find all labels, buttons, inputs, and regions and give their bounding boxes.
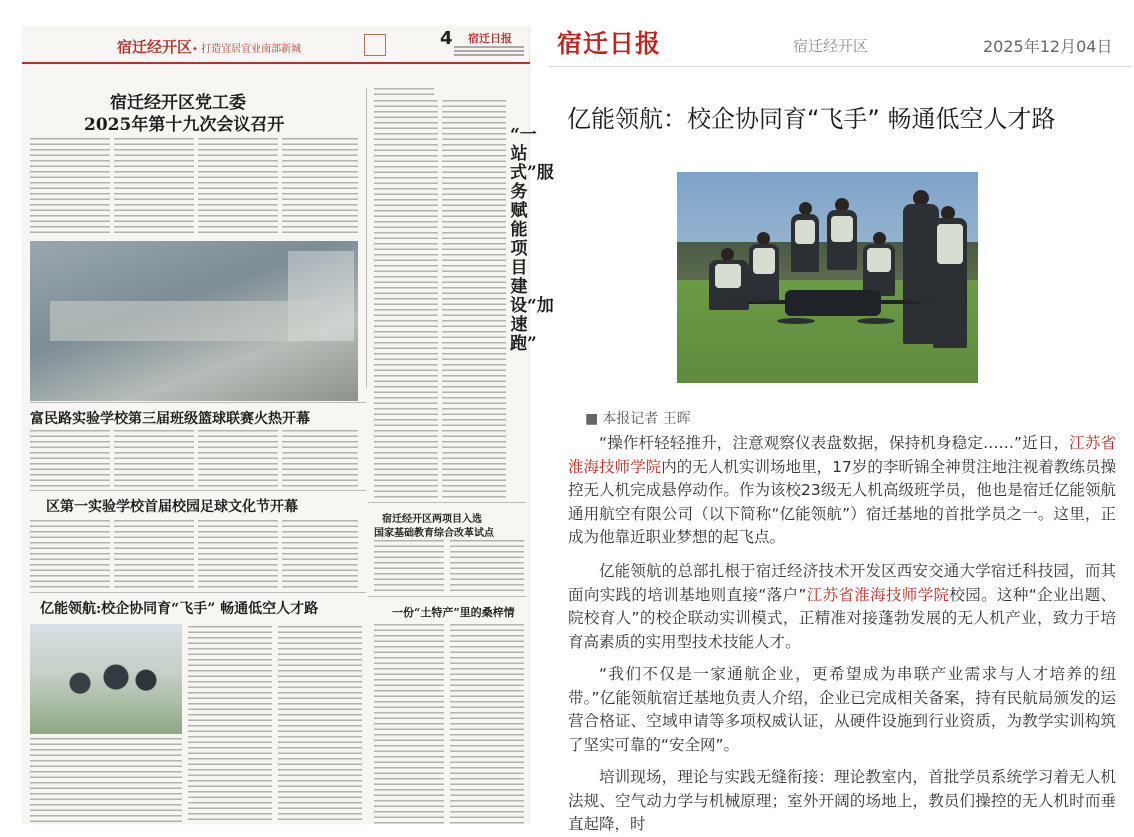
drone-story-photo [30,624,182,734]
pilot-story-text [450,540,524,592]
newspaper-page-thumbnail[interactable] [22,26,554,824]
article-byline [585,408,691,428]
mulberry-story-text [450,624,524,824]
lead-story-photo [30,241,358,401]
drone-story-text [278,626,362,824]
byline-text: 本报记者 王晖 [602,411,691,427]
article-paragraph-2: 亿能领航的总部扎根于宿迁经济技术开发区西安交通大学宿迁科技园，而其面向实践的培训基地则直接“落户”江苏省淮海技师学院校园。这种“企业出题、院校育人”的校企联动实训模式，正精准对接蓬勃发展的无人机产业，致力于培育高素质的实用型技术技能人才。 [568,562,1116,651]
football-story-text [30,520,110,590]
article-paragraph-3: “我们不仅是一家通航企业，更希望成为串联产业需求与人才培养的纽带。”亿能领航宿迁基地负责人介绍，企业已完成相关备案，持有民航局颁发的运营合格证、空域申请等多项权威认证，从硬件设施到行业资质，为教学实训构筑了坚实可靠的“安全网”。 [568,665,1116,754]
drone-icon [785,290,881,316]
paper-section-logo-icon [364,34,386,56]
school-link[interactable]: 江苏省淮海技师学院 [806,585,950,604]
basketball-story-text [198,430,278,488]
paper-meta-lines [454,46,524,56]
pilot-story-text [374,540,444,592]
article-photo[interactable] [677,172,978,383]
drone-story-text [188,626,272,824]
paper-page-number: 4 [440,28,453,49]
site-section-label: 宿迁经开区 [793,37,869,55]
lead-story-text [114,138,194,236]
headline-mulberry[interactable]: 一份“土特产”里的桑梓情 [392,606,515,619]
lead-story-text [30,138,110,236]
headline-pilot-line1[interactable]: 宿迁经开区两项目入选 [382,514,482,525]
article-paragraph-1: “操作杆轻轻推升，注意观察仪表盘数据，保持机身稳定……”近日，江苏省淮海技师学院内的无人机实训场地里，17岁的李昕锦全神贯注地注视着教练员操控无人机完成悬停动作。作为该校23级无人机高级班学员，他也是宿迁亿能领航通用航空有限公司（以下简称“亿能领航”）宿迁基地的首批学员之一。这里，正成为他靠近职业梦想的起飞点。 [568,434,1116,546]
paper-header [22,26,530,64]
headline-lead-line1[interactable]: 宿迁经开区党工委 [110,93,246,113]
project-story-text [374,100,438,500]
headline-lead-line2[interactable]: 2025年第十九次会议召开 [84,115,285,135]
headline-drone[interactable]: 亿能领航:校企协同育“飞手” 畅通低空人才路 [40,601,319,617]
paper-brand: 宿迁日报 [468,32,512,45]
article-title: 亿能领航：校企协同育“飞手” 畅通低空人才路 [567,105,1056,133]
project-story-byline [374,88,434,96]
headline-pilot-line2[interactable]: 国家基础教育综合改革试点 [374,528,494,539]
basketball-story-text [30,430,110,488]
lead-story-text [282,138,358,236]
paper-section-slogan: • 打造宜居宜业南部新城 [192,44,302,55]
lead-story-text [198,138,278,236]
headline-basketball[interactable]: 富民路实验学校第三届班级篮球联赛火热开幕 [30,411,310,427]
drone-story-text [30,738,182,824]
football-story-text [282,520,358,590]
school-link[interactable]: 江苏省淮海技师学院 [568,434,1116,476]
basketball-story-text [282,430,358,488]
headline-football[interactable]: 区第一实验学校首届校园足球文化节开幕 [46,499,298,515]
paper-section-title: 宿迁经开区• 打造宜居宜业南部新城 [117,38,302,56]
headline-vertical[interactable]: “一站式”服务赋能项目建设“加速跑” [510,125,554,354]
football-story-text [114,520,194,590]
article-paragraph-4: 培训现场，理论与实践无缝衔接：理论教室内，首批学员系统学习着无人机法规、空气动力学与机械原理；室外开阔的场地上，教员们操控的无人机时而垂直起降，时 [568,768,1116,833]
header-divider [548,66,1132,67]
byline-square-icon: ■ [585,411,599,427]
site-logo[interactable]: 宿迁日报 [557,29,662,58]
football-story-text [198,520,278,590]
project-story-text [442,100,506,500]
basketball-story-text [114,430,194,488]
issue-date: 2025年12月04日 [983,37,1113,56]
mulberry-story-text [374,624,444,824]
